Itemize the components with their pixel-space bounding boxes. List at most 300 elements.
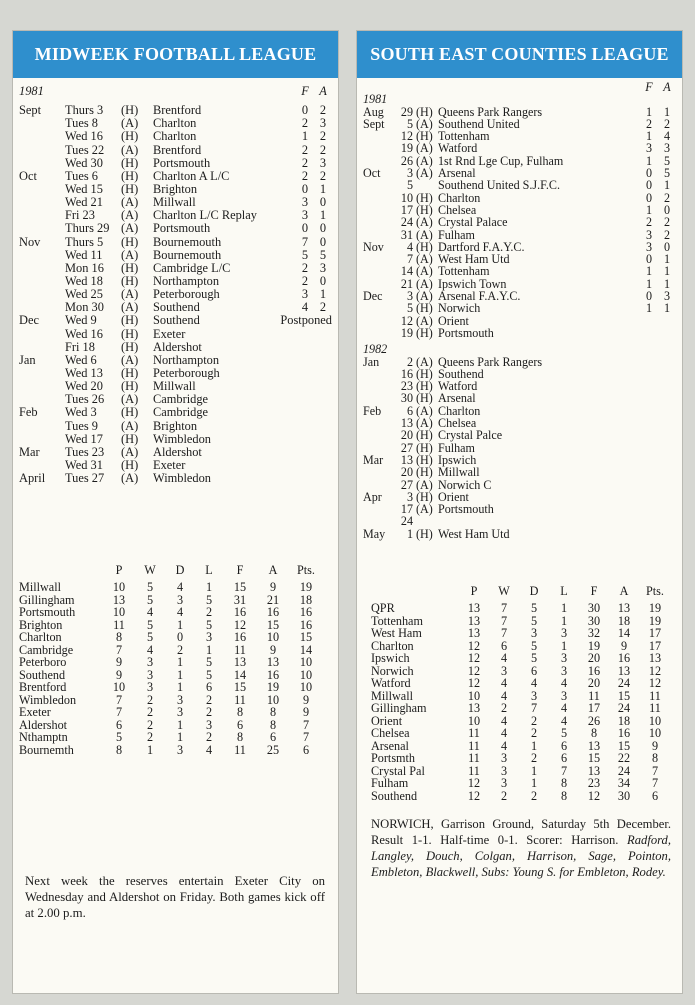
table-cell-p: 8 (115, 742, 123, 757)
fixture-row (19, 406, 332, 419)
fixture-goals-against (314, 341, 332, 354)
table-cell-f: 31 (233, 592, 247, 607)
table-row (19, 744, 323, 757)
midweek-fixtures-header (19, 85, 332, 98)
table-cell-f: 23 (587, 776, 601, 790)
fixture-opponent: Charlton (438, 403, 481, 418)
fixture-goals-against: 3 (319, 155, 327, 170)
fixture-goals-against: 5 (663, 166, 671, 181)
fixture-goals-for: 0 (645, 252, 653, 267)
table-cell-pts: 9 (651, 738, 659, 753)
fixture-row (19, 144, 332, 157)
table-cell-pts: 12 (648, 676, 662, 690)
fixture-goals-against: 1 (663, 264, 671, 279)
table-cell-f: 6 (236, 717, 244, 732)
table-cell-p: 11 (468, 751, 480, 765)
fixture-month (363, 204, 393, 216)
table-cell-l: 5 (205, 592, 213, 607)
fixture-venue: (H) (121, 365, 139, 380)
fixture-day: Wed 9 (65, 313, 97, 328)
table-cell-w: 4 (500, 676, 508, 690)
fixture-venue: (H) (121, 457, 139, 472)
table-cell-pts: 15 (299, 630, 313, 644)
fixture-date: 6 (406, 403, 413, 418)
fixture-opponent: Portsmouth (153, 155, 211, 170)
fixture-venue: (A) (416, 289, 433, 304)
fixture-month (19, 130, 65, 143)
fixture-day: Wed 13 (65, 365, 103, 380)
fixture-opponent: Fulham (438, 440, 475, 455)
table-header-cell: W (498, 583, 510, 598)
table-cell-w: 2 (146, 705, 154, 719)
table-cell-p: 11 (113, 617, 125, 632)
table-cell-f: 17 (587, 701, 601, 715)
fixture-date: 27 (400, 477, 413, 492)
table-cell-f: 12 (587, 788, 601, 803)
table-cell-l: 4 (560, 701, 568, 715)
table-header-team (371, 580, 459, 602)
fixture-opponent: Bournemouth (153, 234, 222, 249)
table-row (19, 656, 323, 669)
table-cell-l: 2 (205, 605, 213, 619)
table-cell-team: Orient (371, 713, 403, 728)
table-cell-l: 1 (205, 642, 213, 657)
fixture-opponent: Queens Park Rangers (438, 354, 543, 369)
fixture-day: Mon 30 (65, 300, 104, 315)
table-cell-a: 15 (617, 688, 631, 703)
table-cell-l: 5 (205, 655, 213, 669)
fixture-opponent: Charlton (438, 190, 481, 205)
fixture-month: Mar (363, 452, 384, 467)
table-cell-f: 11 (588, 688, 600, 703)
table-cell-team: Ipswich (371, 651, 410, 665)
fixture-opponent: Ipswich Town (438, 276, 507, 291)
table-cell-pts: 16 (299, 617, 313, 632)
fixture-venue (416, 515, 438, 527)
table-cell-l: 3 (560, 663, 568, 678)
table-cell-p: 7 (115, 642, 123, 657)
fixture-date: 2 (406, 354, 413, 369)
fixture-venue: (H) (121, 234, 139, 249)
fixture-month (363, 368, 393, 380)
fixture-opponent: Queens Park Rangers (438, 104, 543, 119)
table-cell-team: West Ham (371, 626, 422, 640)
fixture-goals-against: 1 (319, 208, 327, 223)
table-cell-team: Cambridge (19, 642, 74, 657)
table-cell-f: 11 (234, 692, 246, 707)
col-f-label: F (301, 84, 309, 98)
table-cell-l: 3 (560, 626, 568, 640)
table-cell-team: Tottenham (371, 613, 423, 628)
fixture-goals-for: 1 (645, 153, 653, 168)
fixture-opponent: Cambridge (153, 405, 209, 420)
fixture-day: Fri 18 (65, 339, 95, 354)
table-cell-pts: 7 (302, 730, 310, 744)
fixture-opponent: Wimbledon (153, 471, 212, 486)
fixture-month: Feb (363, 403, 382, 418)
fixture-month (363, 265, 393, 277)
table-cell-l: 3 (205, 630, 213, 644)
table-cell-l: 4 (205, 742, 213, 757)
table-cell-l: 1 (560, 613, 568, 628)
fixture-venue: (A) (121, 418, 139, 433)
fixture-month (363, 253, 393, 265)
table-cell-f: 16 (587, 663, 601, 678)
fixture-goals-against (314, 420, 332, 433)
fixture-month (363, 479, 393, 491)
table-cell-f: 8 (236, 705, 244, 719)
fixture-month (19, 183, 65, 196)
table-header-team (19, 559, 103, 581)
fixture-opponent: Watford (438, 379, 478, 394)
fixture-row (19, 472, 332, 485)
fixture-month (363, 429, 393, 441)
fixture-venue: (A) (416, 313, 433, 328)
table-cell-l: 8 (560, 776, 568, 790)
fixture-opponent: Portsmouth (438, 325, 494, 340)
fixture-goals-against: 1 (663, 252, 671, 267)
fixture-row (363, 265, 676, 277)
fixture-opponent: Arsenal (438, 391, 476, 406)
fixture-goals-against: 0 (319, 195, 327, 210)
fixture-opponent (438, 515, 676, 527)
fixture-goals-for: 3 (301, 208, 309, 223)
fixture-row (363, 327, 676, 339)
table-cell-w: 5 (146, 580, 154, 594)
fixture-date: 14 (400, 264, 413, 279)
fixture-goals-for (640, 315, 658, 327)
table-row (371, 652, 671, 665)
fixture-venue: (H) (121, 168, 139, 183)
fixture-venue: (A) (121, 221, 139, 236)
match-report (371, 816, 671, 880)
fixture-venue: (H) (416, 301, 433, 316)
fixture-goals-against (314, 393, 332, 406)
table-cell-team: Chelsea (371, 726, 410, 740)
table-cell-w: 2 (146, 730, 154, 744)
table-header-cell: L (560, 583, 568, 598)
fixture-date: 19 (400, 141, 413, 156)
fixture-goals-against (314, 406, 332, 419)
table-cell-a: 9 (269, 642, 277, 657)
table-cell-team: Portsmouth (19, 605, 76, 619)
table-cell-w: 3 (500, 776, 508, 790)
table-cell-a: 8 (269, 717, 277, 732)
table-cell-pts: 19 (648, 613, 662, 628)
fixture-opponent: Portsmouth (153, 221, 211, 236)
fixture-row (19, 446, 332, 459)
col-f-label: F (645, 80, 653, 94)
fixture-venue: (A) (121, 116, 139, 131)
midweek-note: Next week the reserves entertain Exeter City on Wednesday and Aldershot on Friday. Both games kick off at 2.00 p.m. (25, 874, 325, 920)
fixture-opponent: Aldershot (153, 339, 202, 354)
table-cell-l: 2 (205, 730, 213, 744)
table-cell-f: 30 (587, 613, 601, 628)
fixture-venue: (H) (121, 260, 139, 275)
fixture-venue: (A) (416, 215, 433, 230)
table-cell-pts: 10 (648, 726, 662, 740)
fixture-venue: (A) (416, 227, 433, 242)
table-cell-d: 5 (530, 601, 538, 615)
fixture-goals-for: 2 (645, 116, 653, 131)
table-cell-team: Aldershot (19, 717, 68, 732)
fixture-goals-for: 1 (645, 129, 653, 144)
fixture-month (19, 433, 65, 446)
table-cell-a: 21 (266, 592, 280, 607)
fixture-month: Dec (19, 313, 39, 328)
year-1981: 1981 (363, 92, 388, 107)
table-cell-p: 10 (467, 688, 481, 703)
fixture-row (19, 157, 332, 170)
table-cell-w: 1 (146, 742, 154, 757)
table-header-cell: Pts. (297, 562, 315, 577)
table-cell-pts: 10 (299, 680, 313, 694)
table-row (371, 727, 671, 740)
fixture-venue: (A) (121, 471, 139, 486)
fixture-date: 20 (400, 465, 413, 480)
fixture-month: Jan (363, 354, 380, 369)
fixture-goals-for (296, 380, 314, 393)
table-row (371, 627, 671, 640)
fixture-venue: (A) (416, 252, 433, 267)
table-cell-team: Gillingham (371, 701, 427, 715)
fixture-goals-for (296, 328, 314, 341)
table-cell-w: 3 (500, 663, 508, 678)
fixture-date: 12 (400, 313, 413, 328)
table-cell-d: 5 (530, 638, 538, 653)
table-cell-pts: 17 (648, 638, 662, 653)
fixture-goals-for: 1 (645, 264, 653, 279)
fixture-venue: (A) (121, 195, 139, 210)
fixture-date: 27 (400, 440, 413, 455)
fixture-goals-against: 3 (663, 289, 671, 304)
fixture-opponent: Millwall (153, 379, 196, 394)
table-cell-f: 8 (590, 726, 598, 740)
fixture-venue: (H) (416, 428, 433, 443)
fixture-row (363, 142, 676, 154)
table-cell-w: 2 (500, 788, 508, 803)
fixture-month (19, 144, 65, 157)
table-row (371, 677, 671, 690)
table-row (371, 602, 671, 615)
fixture-venue: (A) (416, 477, 433, 492)
fixture-month: Mar (19, 444, 40, 459)
fixture-date: 3 (406, 166, 413, 181)
fixture-goals-for (296, 341, 314, 354)
fixture-date: 13 (400, 416, 413, 431)
fixture-month (19, 117, 65, 130)
table-header-cell: D (529, 583, 539, 598)
fixture-row (363, 466, 676, 478)
fixture-goals-for (640, 327, 658, 339)
table-cell-d: 4 (176, 605, 184, 619)
fixture-goals-for: 2 (301, 116, 309, 131)
fixture-goals-against: 2 (319, 168, 327, 183)
fixture-month (19, 380, 65, 393)
fixture-opponent: Peterborough (153, 365, 220, 380)
fixture-goals-against (314, 472, 332, 485)
fixture-row (363, 356, 676, 368)
fixture-month: Feb (19, 405, 38, 420)
table-cell-team: Norwich (371, 663, 414, 678)
table-cell-d: 2 (530, 726, 538, 740)
fixture-venue: (H) (416, 202, 433, 217)
table-cell-f: 11 (234, 742, 246, 757)
table-cell-f: 16 (233, 630, 247, 644)
table-cell-f: 19 (587, 638, 601, 653)
table-cell-pts: 10 (648, 713, 662, 728)
table-cell-d: 3 (176, 592, 184, 607)
fixture-opponent: Ipswich (438, 452, 477, 467)
fixture-day: Tues 22 (65, 142, 105, 157)
table-cell-l: 5 (205, 667, 213, 682)
table-cell-l: 7 (560, 763, 568, 778)
table-cell-l: 8 (560, 788, 568, 803)
table-cell-d: 2 (530, 751, 538, 765)
table-cell-team: QPR (371, 601, 395, 615)
table-cell-d: 5 (530, 613, 538, 628)
fixture-goals-against: 2 (319, 142, 327, 157)
fixture-goals-for (296, 433, 314, 446)
fixture-day: Wed 18 (65, 273, 103, 288)
table-cell-d: 4 (530, 676, 538, 690)
fixture-day: Mon 16 (65, 260, 104, 275)
fixture-date: 20 (400, 428, 413, 443)
fixture-month: Jan (19, 352, 36, 367)
fixture-month (19, 341, 65, 354)
table-row (19, 681, 323, 694)
col-a-label: A (663, 80, 671, 94)
table-cell-l: 3 (560, 688, 568, 703)
fixture-opponent: West Ham Utd (438, 252, 510, 267)
fixture-month (363, 216, 393, 228)
fixture-month: Apr (363, 489, 382, 504)
table-row (19, 731, 323, 744)
fixture-opponent: Brighton (153, 418, 198, 433)
table-header-row (371, 580, 671, 602)
table-cell-pts: 8 (651, 751, 659, 765)
table-cell-pts: 9 (302, 692, 310, 707)
fixture-month: Dec (363, 289, 383, 304)
fixture-opponent: Southend (153, 313, 200, 328)
table-cell-p: 10 (467, 713, 481, 728)
table-cell-f: 8 (236, 730, 244, 744)
fixture-goals-for: 2 (301, 260, 309, 275)
fixture-note: Postponed (280, 313, 332, 328)
fixture-day: Wed 11 (65, 247, 103, 262)
fixture-goals-for: 0 (301, 221, 309, 236)
table-header-cell: F (590, 583, 598, 598)
fixture-venue: (H) (121, 431, 139, 446)
fixture-goals-for: 0 (645, 178, 653, 193)
fixture-day: Wed 15 (65, 181, 103, 196)
fixture-opponent: Southend United S.J.F.C. (438, 178, 560, 193)
fixture-opponent: Fulham (438, 227, 475, 242)
fixture-venue: (H) (416, 366, 433, 381)
fixture-day: Wed 30 (65, 155, 103, 170)
table-cell-w: 4 (500, 738, 508, 753)
table-cell-team: Gillingham (19, 592, 75, 607)
fixture-date: 5 (406, 116, 413, 131)
table-cell-l: 6 (560, 738, 568, 753)
fixture-goals-against: 2 (319, 103, 327, 118)
fixture-opponent: Cambridge L/C (153, 260, 231, 275)
fixture-goals-against: 3 (319, 116, 327, 131)
fixture-month (363, 130, 393, 142)
fixture-venue: (A) (416, 166, 433, 181)
fixture-row (19, 433, 332, 446)
table-cell-team: Brentford (19, 680, 67, 694)
fixture-venue: (A) (416, 153, 433, 168)
fixture-day: Wed 31 (65, 457, 103, 472)
table-cell-a: 16 (266, 667, 280, 682)
fixture-opponent: Southend United (438, 116, 520, 131)
fixture-goals-for: 0 (301, 181, 309, 196)
fixture-goals-for (296, 367, 314, 380)
fixture-opponent: Southend (153, 300, 200, 315)
fixture-venue: (A) (416, 276, 433, 291)
table-cell-team: Millwall (371, 688, 413, 703)
fixture-row (363, 229, 676, 241)
fixture-goals-against: 0 (319, 234, 327, 249)
fixture-goals-against (658, 327, 676, 339)
table-cell-l: 3 (205, 717, 213, 732)
fixture-goals-against (314, 367, 332, 380)
table-cell-l: 1 (560, 601, 568, 615)
fixture-date: 19 (400, 325, 413, 340)
table-cell-a: 8 (269, 705, 277, 719)
table-cell-a: 24 (617, 676, 631, 690)
table-cell-l: 1 (560, 638, 568, 653)
table-cell-team: Wimbledon (19, 692, 77, 707)
fixture-goals-against: 0 (319, 221, 327, 236)
table-cell-p: 13 (467, 613, 481, 628)
fixture-month (363, 229, 393, 241)
table-cell-l: 4 (560, 676, 568, 690)
fixture-venue: (A) (121, 444, 139, 459)
table-cell-team: Brighton (19, 617, 63, 632)
fixture-month (363, 192, 393, 204)
table-header-cell: W (144, 562, 156, 577)
fixture-opponent: Millwall (438, 465, 480, 480)
fixture-opponent: Watford (438, 141, 478, 156)
fixture-row (363, 392, 676, 404)
table-row (19, 606, 323, 619)
table-cell-l: 5 (560, 726, 568, 740)
table-cell-f: 13 (587, 738, 601, 753)
fixture-venue: (A) (416, 403, 433, 418)
table-cell-f: 20 (587, 651, 601, 665)
fixture-opponent: Charlton (153, 116, 197, 131)
table-cell-d: 0 (176, 630, 184, 644)
fixture-date: 10 (400, 190, 413, 205)
table-row (19, 694, 323, 707)
fixture-venue: (H) (416, 104, 433, 119)
fixture-goals-against: 1 (319, 181, 327, 196)
fixture-goals-against: 1 (319, 287, 327, 302)
fixture-date: 30 (400, 391, 413, 406)
fixture-day: Thurs 29 (65, 221, 110, 236)
fixture-month: Sept (363, 116, 385, 131)
fixture-date: 24 (400, 215, 413, 230)
table-cell-d: 1 (530, 738, 538, 753)
fixture-goals-against (314, 354, 332, 367)
table-cell-d: 1 (176, 730, 184, 744)
fixture-row (19, 236, 332, 249)
fixture-date: 17 (400, 502, 413, 517)
fixture-opponent: Cambridge (153, 392, 209, 407)
fixture-venue: (H) (416, 379, 433, 394)
